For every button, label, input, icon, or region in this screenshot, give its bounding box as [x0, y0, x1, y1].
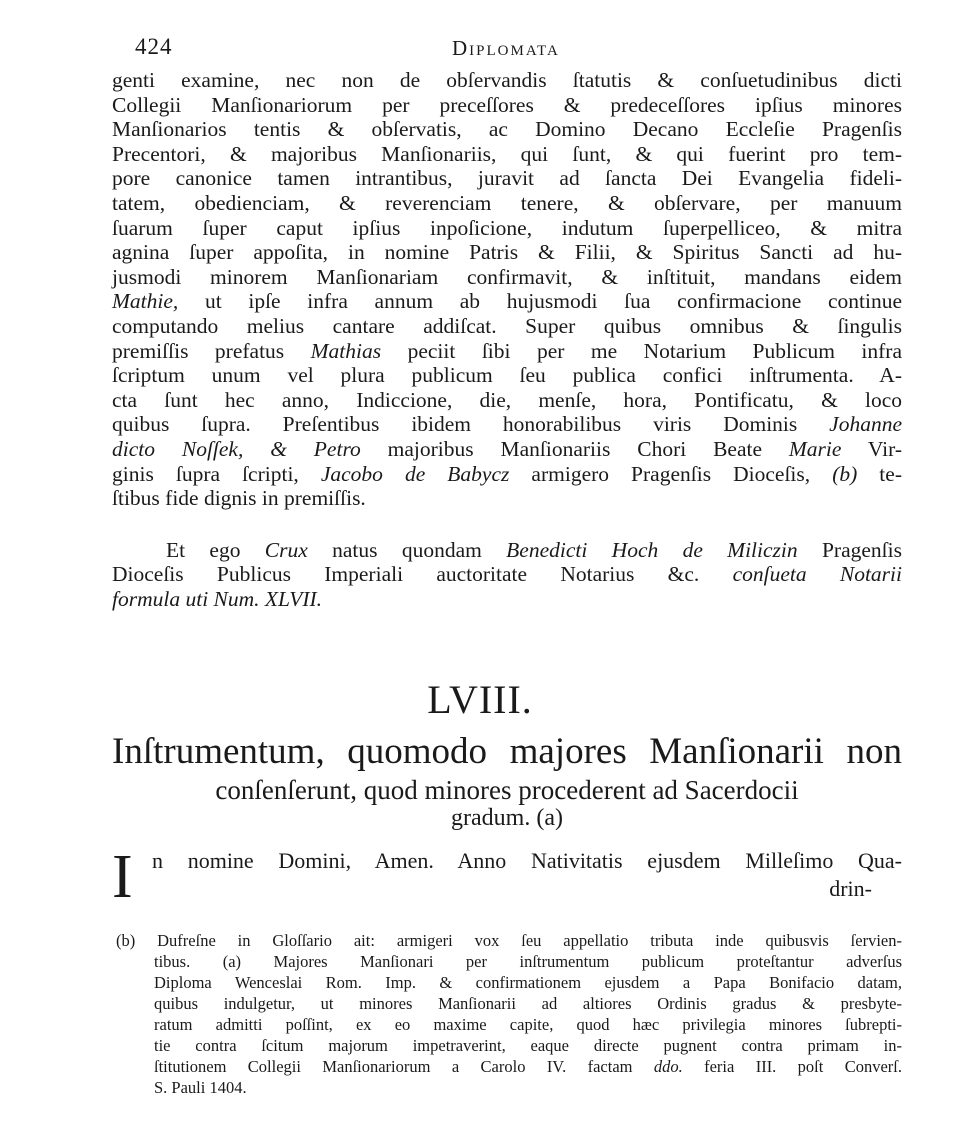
text-run: te-	[857, 461, 902, 486]
text-run: ginis ſupra ſcripti,	[112, 461, 321, 486]
text-run: ut ipſe infra annum ab hujusmodi ſua confirmacione continue	[178, 289, 902, 314]
page-number: 424	[135, 34, 173, 59]
body-line: computando melius cantare addiſcat. Super quibus omnibus & ſingulis	[112, 313, 902, 338]
text-run: natus quondam	[307, 537, 507, 562]
person-name: dicto Noſſek, & Petro	[112, 436, 361, 461]
body-line: ſcriptum unum vel plura publicum ſeu publica confici inſtrumenta. A-	[112, 363, 902, 388]
text-run: majoribus Manſionariis Chori Beate	[360, 436, 789, 461]
body-line	[112, 462, 902, 487]
footnotes	[116, 930, 902, 1098]
text-run: armigero Pragenſis Dioceſis,	[509, 461, 833, 486]
body-line: Precentori, & majoribus Manſionariis, qui ſunt, & qui fuerint pro tem-	[112, 141, 902, 166]
italic-run: conſueta Notarii	[732, 562, 902, 587]
body-line: agnina ſuper appoſita, in nomine Patris & Filii, & Spiritus Sancti ad hu-	[112, 240, 902, 265]
body-line: cta ſunt hec anno, Indiccione, die, menſe, hora, Pontificatu, & loco	[112, 387, 902, 412]
footnote-line: tie contra ſcitum majorum impetraverint, eaque directe pugnent contra primam in-	[154, 1036, 902, 1055]
italic-run: ddo.	[653, 1057, 683, 1076]
footnote-line: ratum admitti poſſint, ex eo maxime capite, quod hæc privilegia minores ſubrepti-	[154, 1015, 902, 1034]
body-line: ſuarum ſuper caput ipſius inpoſicione, indutum ſuperpelliceo, & mitra	[112, 215, 902, 240]
drop-cap: I	[112, 843, 133, 911]
text-run: Et ego	[166, 537, 265, 562]
body-line: Manſionarios tentis & obſervatis, ac Domino Decano Eccleſie Pragenſis	[112, 117, 902, 142]
footnote-line: S. Pauli 1404.	[154, 1078, 247, 1097]
text-run: Dioceſis Publicus Imperiali auctoritate Notarius &c.	[112, 562, 733, 587]
footnote-ref: (b)	[832, 461, 858, 486]
footnote-line: Diploma Wenceslai Rom. Imp. & confirmationem ejusdem a Papa Bonifacio datam,	[154, 973, 902, 992]
footnote-line: tibus. (a) Majores Manſionari per inſtrumentum publicum proteſtantur adverſus	[154, 952, 902, 971]
body-line: Collegii Manſionariorum per preceſſores & predeceſſores ipſius minores	[112, 92, 902, 117]
body-line: genti examine, nec non de obſervandis ſtatutis & conſuetudinibus dicti	[112, 68, 902, 92]
person-name: Jacobo de Babycz	[320, 461, 510, 486]
person-name: Marie	[788, 436, 842, 461]
person-name: Mathias	[310, 338, 382, 363]
body-line: tatem, obedienciam, & reverenciam tenere, & obſervare, per manuum	[112, 190, 902, 215]
attestation-line	[112, 562, 902, 587]
body-line	[112, 339, 902, 364]
text-run: ſtitutionem Collegii Manſionariorum a Carolo IV. factam	[154, 1057, 633, 1076]
body-line: jusmodi minorem Manſionariam confirmavit, & inſtituit, mandans eidem	[112, 264, 902, 289]
text-run: Vir-	[841, 436, 902, 461]
body-line	[112, 289, 902, 314]
title-line: gradum. (a)	[451, 805, 563, 831]
running-head: Diplomata	[452, 36, 560, 60]
text-run: Pragenſis	[797, 537, 902, 562]
body-line: ſtibus fide dignis in premiſſis.	[112, 486, 366, 511]
body-text	[112, 68, 902, 611]
text-run: quibus ſupra. Preſentibus ibidem honorabilibus viris Dominis	[112, 412, 830, 437]
section-number: LVIII.	[427, 677, 533, 722]
person-name: Benedicti Hoch de Miliczin	[506, 537, 798, 562]
person-name: Johanne	[829, 412, 902, 437]
opening-paragraph	[112, 843, 902, 916]
title-line: Inſtrumentum, quomodo majores Manſionarii non	[112, 731, 902, 772]
body-line: pore canonice tamen intrantibus, juravit ad ſancta Dei Evangelia fideli-	[112, 166, 902, 191]
text-run: feria III. poſt Converſ.	[682, 1057, 903, 1076]
attestation-line	[112, 538, 902, 563]
body-line	[112, 412, 902, 437]
footnote-line: (b) Dufreſne in Gloſſario ait: armigeri vox ſeu appellatio tributa inde quibusvis ſervien-	[116, 931, 902, 950]
title-line: conſenſerunt, quod minores procederent ad Sacerdocii	[215, 775, 799, 805]
text-run: premiſſis prefatus	[112, 338, 311, 363]
footnote-line	[116, 1056, 902, 1077]
text-run: peciit ſibi per me Notarium Publicum infra	[381, 338, 902, 363]
section-title	[112, 730, 902, 831]
opening-line: n nomine Domini, Amen. Anno Nativitatis ejusdem Milleſimo Qua-	[152, 848, 902, 873]
catchword: drin-	[829, 876, 872, 901]
person-name: Mathie,	[112, 289, 179, 314]
footnote-line: quibus indulgetur, ut minores Manſionarii ad altiores Ordinis gradus & presbyte-	[154, 994, 902, 1013]
attestation-line: formula uti Num. XLVII.	[112, 586, 323, 611]
person-name: Crux	[264, 537, 308, 562]
body-line	[112, 437, 902, 462]
